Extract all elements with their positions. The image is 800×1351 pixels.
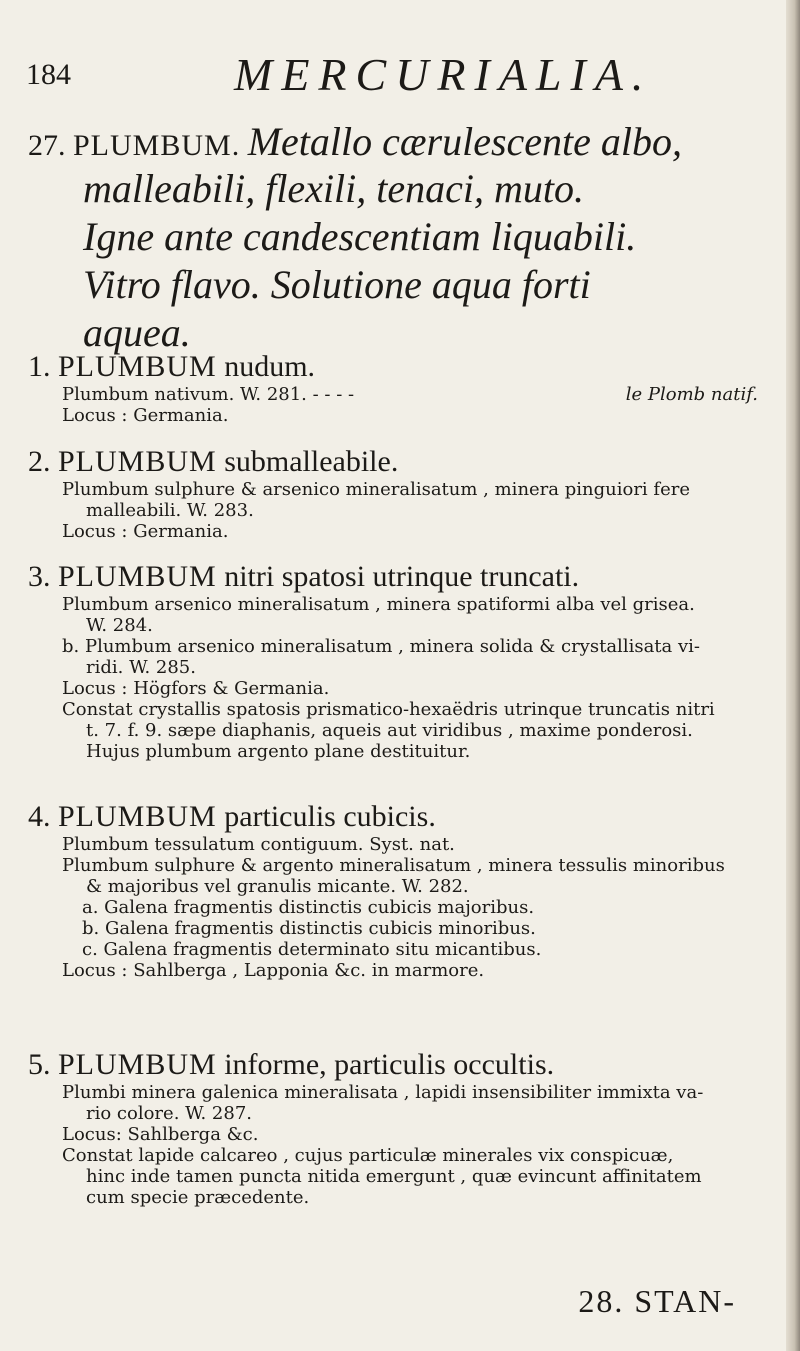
description-line: Vitro flavo. Solutione aqua forti (83, 262, 591, 307)
species-body (62, 479, 758, 542)
species-entry-4 (28, 800, 758, 981)
body-line: Hujus plumbum argento plane destituitur. (86, 741, 471, 762)
genus-entry-27 (28, 118, 758, 357)
body-line: c. Galena fragmentis determinato situ micantibus. (82, 939, 542, 960)
page-edge (786, 0, 800, 1351)
body-line: & majoribus vel granulis micante. W. 282. (86, 876, 469, 897)
species-body (62, 834, 758, 981)
body-line: malleabili. W. 283. (86, 500, 254, 521)
species-number: 2. (28, 445, 51, 478)
genus-description-first: Metallo cærulescente albo, (247, 119, 683, 164)
body-line: Plumbum sulphure & arsenico mineralisatum , minera pinguiori fere (62, 479, 690, 500)
body-line: Plumbum sulphure & argento mineralisatum , minera tessulis minoribus (62, 855, 725, 876)
species-qualifier: particulis cubicis. (224, 800, 436, 833)
species-qualifier: submalleabile. (224, 445, 399, 478)
body-line: Plumbum tessulatum contiguum. Syst. nat. (62, 834, 455, 855)
body-line: Constat crystallis spatosis prismatico-hexaëdris utrinque truncatis nitri (62, 699, 715, 720)
body-line: Locus : Germania. (62, 405, 229, 426)
genus-name: PLUMBUM. (73, 129, 241, 162)
species-name: PLUMBUM (58, 350, 217, 383)
body-line: b. Plumbum arsenico mineralisatum , minera solida & crystallisata vi- (62, 636, 700, 657)
body-line: a. Galena fragmentis distinctis cubicis majoribus. (82, 897, 535, 918)
body-line: Locus : Högfors & Germania. (62, 678, 330, 699)
body-line: Plumbum arsenico mineralisatum , minera spatiformi alba vel grisea. (62, 594, 695, 615)
species-number: 3. (28, 560, 51, 593)
genus-description (83, 165, 758, 357)
species-name: PLUMBUM (58, 560, 217, 593)
body-line: ridi. W. 285. (86, 657, 196, 678)
species-entry-5 (28, 1048, 758, 1208)
species-number: 4. (28, 800, 51, 833)
species-heading (28, 445, 758, 479)
species-name: PLUMBUM (58, 800, 217, 833)
species-name: PLUMBUM (58, 445, 217, 478)
body-line: Locus : Germania. (62, 521, 229, 542)
species-body (62, 384, 758, 426)
species-entry-2 (28, 445, 758, 542)
body-line: W. 284. (86, 615, 153, 636)
genus-number: 27. (28, 129, 66, 162)
species-qualifier: nudum. (224, 350, 316, 383)
genus-heading (28, 118, 758, 165)
description-line: aquea. (83, 310, 191, 355)
running-head: MERCURIALIA. (234, 49, 653, 100)
species-heading (28, 350, 758, 384)
species-entry-1 (28, 350, 758, 426)
species-heading (28, 1048, 758, 1082)
french-name: le Plomb natif. (625, 384, 758, 405)
description-line: malleabili, flexili, tenaci, muto. (83, 166, 585, 211)
description-line: Igne ante candescentiam liquabili. (83, 214, 637, 259)
body-line: rio colore. W. 287. (86, 1103, 253, 1124)
body-line (62, 384, 758, 405)
body-line: Plumbi minera galenica mineralisata , lapidi insensibiliter immixta va- (62, 1082, 704, 1103)
species-name: PLUMBUM (58, 1048, 217, 1081)
body-line: b. Galena fragmentis distinctis cubicis minoribus. (82, 918, 536, 939)
page-number: 184 (26, 58, 71, 91)
body-line: Locus : Sahlberga , Lapponia &c. in marmore. (62, 960, 485, 981)
species-body (62, 594, 758, 762)
line-text: Plumbum nativum. W. 281. - - - - (62, 384, 355, 405)
species-number: 5. (28, 1048, 51, 1081)
species-qualifier: informe, particulis occultis. (224, 1048, 555, 1081)
species-number: 1. (28, 350, 51, 383)
body-line: t. 7. f. 9. sæpe diaphanis, aqueis aut viridibus , maxime ponderosi. (86, 720, 693, 741)
species-qualifier: nitri spatosi utrinque truncati. (224, 560, 580, 593)
body-line: Constat lapide calcareo , cujus particulæ minerales vix conspicuæ, (62, 1145, 674, 1166)
species-entry-3 (28, 560, 758, 762)
species-body (62, 1082, 758, 1208)
species-heading (28, 560, 758, 594)
body-line: Locus: Sahlberga &c. (62, 1124, 259, 1145)
body-line: hinc inde tamen puncta nitida emergunt , quæ evincunt affinitatem (86, 1166, 702, 1187)
body-line: cum specie præcedente. (86, 1187, 310, 1208)
species-heading (28, 800, 758, 834)
catchword: 28. STAN- (578, 1283, 736, 1319)
page-header (26, 48, 766, 98)
